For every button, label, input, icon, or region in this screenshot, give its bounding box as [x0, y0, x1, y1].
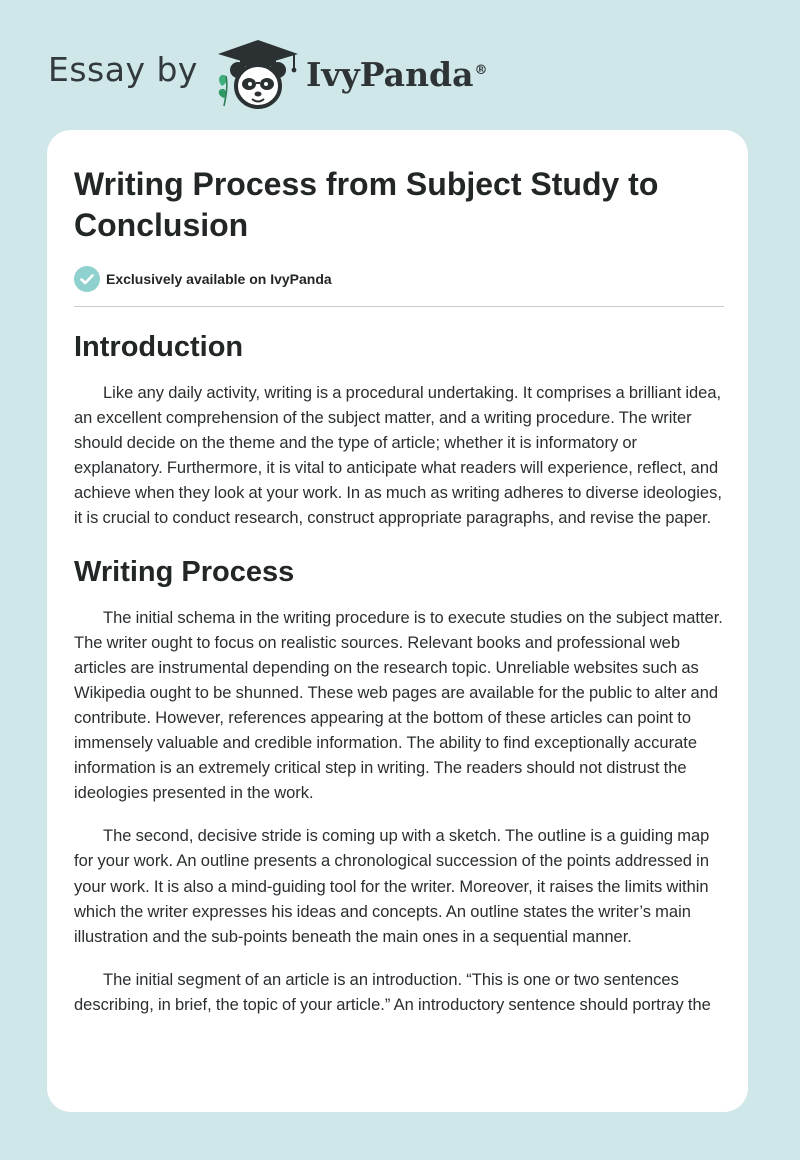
exclusive-badge-label: Exclusively available on IvyPanda [106, 271, 332, 287]
paragraph: The second, decisive stride is coming up with a sketch. The outline is a guiding map for your work. An outline presents a chronological succession of the points addressed in your work. It is also a mind-guiding tool for the writer. Moreover, it raises the limits within which the writer expresses his ideas and concepts. An outline states the writer’s main illustration and the sub-points beneath the main ones in a sequential manner. [74, 827, 710, 946]
essay-title: Writing Process from Subject Study to Conclusion [74, 166, 659, 243]
brand-name[interactable]: IvyPanda® [305, 54, 488, 94]
section-heading-introduction: Introduction [74, 331, 244, 363]
essay-content [74, 164, 724, 1018]
site-header [48, 36, 488, 112]
paragraph: Like any daily activity, writing is a procedural undertaking. It comprises a brilliant idea, an excellent comprehension of the subject matter, and a writing procedure. The writer should decide on the theme and the type of article; whether it is informatory or explanatory. Furthermore, it is vital to anticipate what readers will experience, reflect, and achieve when they look at your work. In as much as writing adheres to diverse ideologies, it is crucial to conduct research, construct appropriate paragraphs, and revise the paper. [74, 384, 722, 528]
paragraph: The initial schema in the writing procedure is to execute studies on the subject matter. The writer ought to focus on realistic sources. Relevant books and professional web articles are instrumental depending on the research topic. Unreliable websites such as Wikipedia ought to be shunned. These web pages are available for the public to alter and contribute. However, references appearing at the bottom of these articles can point to immensely valuable and credible information. The ability to find exceptionally accurate information is an extremely critical step in writing. The readers should not distrust the ideologies presented in the work. [74, 608, 723, 803]
essay-card [47, 130, 748, 1112]
section-heading-writing-process: Writing Process [74, 555, 295, 588]
exclusive-badge [74, 266, 724, 292]
paragraph: The initial segment of an article is an introduction. “This is one or two sentences describing, in brief, the topic of your article.” An introductory sentence should portray the [74, 970, 711, 1014]
essay-by-label: Essay by [48, 49, 198, 89]
panda-logo-icon[interactable] [212, 36, 304, 112]
title-divider [74, 306, 724, 307]
registered-mark: ® [474, 62, 488, 78]
check-circle-icon [74, 266, 100, 292]
